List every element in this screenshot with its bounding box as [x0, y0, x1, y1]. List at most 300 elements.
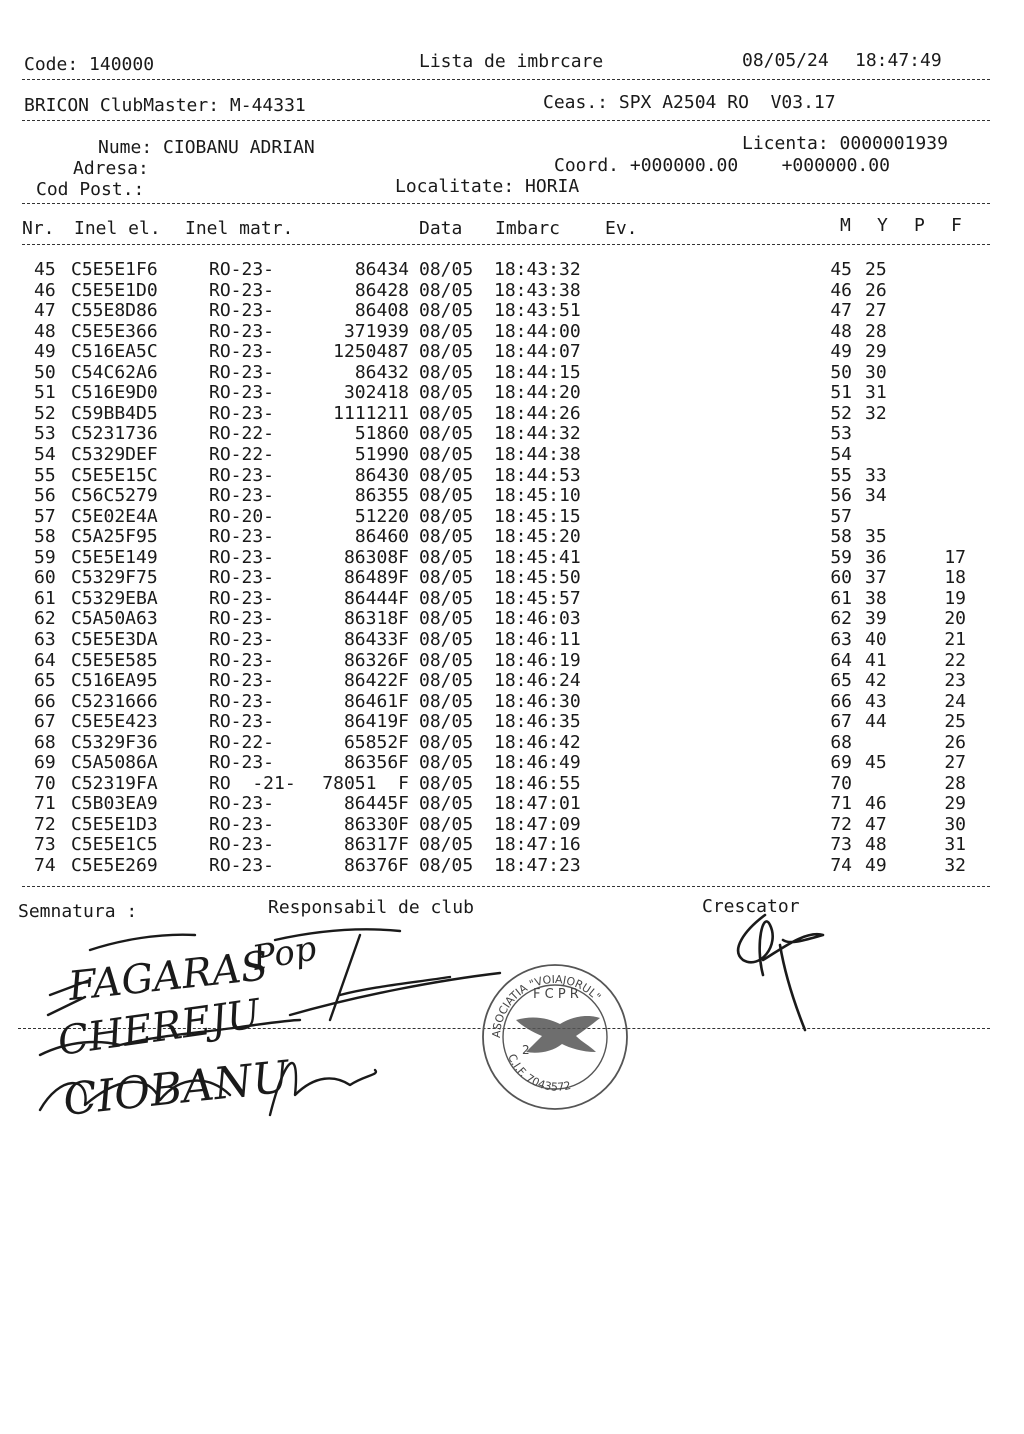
basket-time: 18:46:24	[494, 670, 581, 691]
y-value: 33	[865, 464, 887, 486]
code-label: Code: 140000	[24, 54, 155, 75]
table-row	[0, 466, 1000, 487]
table-row	[0, 753, 1000, 774]
ring-number: 51990	[354, 444, 409, 465]
m-value: 59	[830, 546, 852, 568]
table-row	[0, 548, 1000, 569]
ring-country: RO-23-	[209, 259, 275, 280]
y-value: 36	[865, 546, 887, 568]
electronic-ring: C5A5086A	[71, 752, 158, 774]
stamp-ring-text: ASOCIATIA "VOIAJORUL"	[489, 972, 604, 1039]
row-number: 50	[34, 361, 56, 383]
fancier-name: Nume: CIOBANU ADRIAN	[98, 137, 315, 158]
table-row	[0, 404, 1000, 425]
signature-label: Semnatura :	[18, 901, 138, 922]
stamp-letters: F C P R	[533, 987, 579, 1002]
col-p: P	[914, 215, 925, 236]
basket-date: 08/05	[419, 402, 474, 424]
basket-date: 08/05	[419, 711, 474, 733]
basket-date: 08/05	[419, 279, 474, 301]
electronic-ring: C59BB4D5	[71, 402, 158, 424]
basket-time: 18:46:11	[494, 628, 581, 650]
f-value: 24	[944, 690, 966, 712]
system-label: BRICON ClubMaster: M-44331	[24, 95, 306, 116]
basket-date: 08/05	[419, 670, 474, 691]
ring-country: RO-23-	[209, 711, 275, 733]
divider	[22, 886, 990, 887]
m-value: 46	[830, 279, 852, 301]
table-row	[0, 507, 1000, 528]
row-number: 51	[34, 382, 56, 404]
ring-number: 86444F	[343, 587, 409, 609]
electronic-ring: C52319FA	[71, 772, 158, 794]
m-value: 62	[830, 608, 852, 630]
ring-number: 86445F	[343, 793, 409, 815]
electronic-ring: C54C62A6	[71, 361, 158, 383]
basket-time: 18:46:42	[494, 731, 581, 753]
electronic-ring: C5231736	[71, 423, 158, 445]
col-inel-el: Inel el.	[74, 218, 161, 239]
ring-number: 86434	[354, 259, 409, 280]
basket-date: 08/05	[419, 772, 474, 794]
basket-time: 18:43:32	[494, 259, 581, 280]
m-value: 66	[830, 690, 852, 712]
basket-time: 18:47:23	[494, 855, 581, 876]
stamp-cif: C.I.F. 7043572	[505, 1051, 573, 1094]
basket-time: 18:46:19	[494, 649, 581, 671]
table-row	[0, 424, 1000, 445]
ring-number: 86376F	[343, 855, 409, 876]
table-row	[0, 651, 1000, 672]
basket-time: 18:45:41	[494, 546, 581, 568]
col-m: M	[840, 215, 851, 236]
col-y: Y	[877, 215, 888, 236]
ring-country: RO-23-	[209, 608, 275, 630]
m-value: 69	[830, 752, 852, 774]
table-row	[0, 301, 1000, 322]
ring-country: RO-23-	[209, 402, 275, 424]
col-nr: Nr.	[22, 218, 55, 239]
ring-number: 86432	[354, 361, 409, 383]
ring-country: RO-23-	[209, 300, 275, 322]
ring-country: RO-23-	[209, 382, 275, 404]
ring-number: 86460	[354, 526, 409, 548]
row-number: 57	[34, 505, 56, 527]
row-number: 59	[34, 546, 56, 568]
row-number: 74	[34, 855, 56, 876]
ring-number: 86326F	[343, 649, 409, 671]
ring-number: 86422F	[343, 670, 409, 691]
signature-cherejul: CHEREJU	[54, 990, 264, 1065]
col-data: Data	[419, 218, 463, 239]
m-value: 54	[830, 444, 852, 465]
basket-date: 08/05	[419, 834, 474, 856]
f-value: 31	[944, 834, 966, 856]
col-imbarc: Imbarc	[495, 218, 561, 239]
m-value: 67	[830, 711, 852, 733]
row-number: 55	[34, 464, 56, 486]
table-row	[0, 856, 1000, 877]
y-value: 47	[865, 813, 887, 835]
electronic-ring: C5E5E1D0	[71, 279, 158, 301]
club-responsible-label: Responsabil de club	[268, 897, 474, 918]
table-row	[0, 322, 1000, 343]
m-value: 70	[830, 772, 852, 794]
ring-country: RO-23-	[209, 526, 275, 548]
table-row	[0, 712, 1000, 733]
row-number: 53	[34, 423, 56, 445]
electronic-ring: C5E5E1C5	[71, 834, 158, 856]
electronic-ring: C56C5279	[71, 485, 158, 507]
ring-number: 86428	[354, 279, 409, 301]
ring-country: RO-23-	[209, 361, 275, 383]
row-number: 54	[34, 444, 56, 465]
m-value: 60	[830, 567, 852, 589]
m-value: 45	[830, 259, 852, 280]
print-date: 08/05/24	[742, 50, 829, 71]
basket-date: 08/05	[419, 813, 474, 835]
table-row	[0, 486, 1000, 507]
table-row	[0, 342, 1000, 363]
divider	[22, 244, 990, 245]
basket-date: 08/05	[419, 690, 474, 712]
basket-time: 18:44:07	[494, 341, 581, 363]
electronic-ring: C5231666	[71, 690, 158, 712]
print-time: 18:47:49	[855, 50, 942, 71]
table-row	[0, 527, 1000, 548]
electronic-ring: C516EA95	[71, 670, 158, 691]
ring-country: RO-23-	[209, 587, 275, 609]
basket-time: 18:47:09	[494, 813, 581, 835]
basket-date: 08/05	[419, 505, 474, 527]
y-value: 25	[865, 259, 887, 280]
row-number: 65	[34, 670, 56, 691]
row-number: 68	[34, 731, 56, 753]
y-value: 39	[865, 608, 887, 630]
basket-date: 08/05	[419, 320, 474, 342]
svg-text:C.I.F. 7043572	[505, 1052, 572, 1094]
y-value: 44	[865, 711, 887, 733]
y-value: 31	[865, 382, 887, 404]
ring-country: RO -21-	[209, 772, 296, 794]
association-stamp	[478, 960, 633, 1110]
basket-time: 18:45:10	[494, 485, 581, 507]
coordinates: Coord. +000000.00 +000000.00	[554, 155, 890, 176]
m-value: 74	[830, 855, 852, 876]
svg-text:Pop: Pop	[249, 928, 320, 979]
row-number: 70	[34, 772, 56, 794]
table-row	[0, 281, 1000, 302]
table-row	[0, 568, 1000, 589]
m-value: 61	[830, 587, 852, 609]
electronic-ring: C5E5E1D3	[71, 813, 158, 835]
row-number: 66	[34, 690, 56, 712]
ring-number: 51860	[354, 423, 409, 445]
electronic-ring: C5E5E149	[71, 546, 158, 568]
basket-time: 18:46:49	[494, 752, 581, 774]
basket-date: 08/05	[419, 485, 474, 507]
ring-country: RO-23-	[209, 567, 275, 589]
basket-time: 18:44:53	[494, 464, 581, 486]
basket-date: 08/05	[419, 793, 474, 815]
ring-number: 1250487	[333, 341, 409, 363]
f-value: 28	[944, 772, 966, 794]
basket-date: 08/05	[419, 731, 474, 753]
ring-number: 86408	[354, 300, 409, 322]
electronic-ring: C5E5E585	[71, 649, 158, 671]
table-row	[0, 383, 1000, 404]
row-number: 45	[34, 259, 56, 280]
f-value: 17	[944, 546, 966, 568]
electronic-ring: C5E5E15C	[71, 464, 158, 486]
ring-country: RO-20-	[209, 505, 275, 527]
electronic-ring: C5E5E423	[71, 711, 158, 733]
basket-time: 18:46:30	[494, 690, 581, 712]
row-number: 71	[34, 793, 56, 815]
electronic-ring: C5A50A63	[71, 608, 158, 630]
m-value: 48	[830, 320, 852, 342]
ring-country: RO-23-	[209, 855, 275, 876]
electronic-ring: C516E9D0	[71, 382, 158, 404]
basket-time: 18:46:35	[494, 711, 581, 733]
basket-time: 18:44:38	[494, 444, 581, 465]
basket-date: 08/05	[419, 341, 474, 363]
ring-number: 86355	[354, 485, 409, 507]
signature-fagaras: FAGARAS	[66, 943, 271, 1010]
basket-time: 18:46:03	[494, 608, 581, 630]
f-value: 19	[944, 587, 966, 609]
f-value: 32	[944, 855, 966, 876]
electronic-ring: C5329DEF	[71, 444, 158, 465]
basket-time: 18:44:32	[494, 423, 581, 445]
y-value: 41	[865, 649, 887, 671]
m-value: 73	[830, 834, 852, 856]
ring-number: 51220	[354, 505, 409, 527]
ring-country: RO-23-	[209, 464, 275, 486]
table-row	[0, 774, 1000, 795]
ring-country: RO-23-	[209, 793, 275, 815]
basket-time: 18:44:00	[494, 320, 581, 342]
ring-number: 86430	[354, 464, 409, 486]
row-number: 58	[34, 526, 56, 548]
f-value: 29	[944, 793, 966, 815]
ring-country: RO-23-	[209, 649, 275, 671]
y-value: 46	[865, 793, 887, 815]
divider	[22, 203, 990, 204]
table-row	[0, 835, 1000, 856]
basket-date: 08/05	[419, 587, 474, 609]
row-number: 46	[34, 279, 56, 301]
basket-time: 18:44:26	[494, 402, 581, 424]
m-value: 47	[830, 300, 852, 322]
basket-date: 08/05	[419, 382, 474, 404]
basket-date: 08/05	[419, 546, 474, 568]
table-row	[0, 260, 1000, 281]
ring-country: RO-23-	[209, 279, 275, 301]
basket-time: 18:45:57	[494, 587, 581, 609]
ring-country: RO-23-	[209, 813, 275, 835]
table-row	[0, 609, 1000, 630]
row-number: 73	[34, 834, 56, 856]
y-value: 40	[865, 628, 887, 650]
ring-country: RO-23-	[209, 546, 275, 568]
f-value: 20	[944, 608, 966, 630]
basket-time: 18:44:20	[494, 382, 581, 404]
row-number: 61	[34, 587, 56, 609]
f-value: 26	[944, 731, 966, 753]
divider	[22, 120, 990, 121]
locality: Localitate: HORIA	[395, 176, 580, 197]
ring-country: RO-23-	[209, 670, 275, 691]
m-value: 65	[830, 670, 852, 691]
license-number: Licenta: 0000001939	[742, 133, 948, 154]
basket-time: 18:47:16	[494, 834, 581, 856]
m-value: 51	[830, 382, 852, 404]
table-row	[0, 445, 1000, 466]
m-value: 49	[830, 341, 852, 363]
basket-date: 08/05	[419, 259, 474, 280]
ring-number: 302418	[343, 382, 409, 404]
electronic-ring: C5329EBA	[71, 587, 158, 609]
m-value: 50	[830, 361, 852, 383]
ring-number: 78051 F	[322, 772, 409, 794]
handwritten-signatures	[30, 925, 510, 1135]
document-title: Lista de imbrcare	[419, 51, 604, 72]
m-value: 68	[830, 731, 852, 753]
table-row	[0, 733, 1000, 754]
y-value: 28	[865, 320, 887, 342]
basket-time: 18:46:55	[494, 772, 581, 794]
y-value: 30	[865, 361, 887, 383]
electronic-ring: C5329F36	[71, 731, 158, 753]
breeder-signature	[725, 905, 835, 1045]
col-f: F	[951, 215, 962, 236]
row-number: 60	[34, 567, 56, 589]
basket-date: 08/05	[419, 649, 474, 671]
electronic-ring: C5E02E4A	[71, 505, 158, 527]
ring-country: RO-22-	[209, 731, 275, 753]
y-value: 29	[865, 341, 887, 363]
f-value: 27	[944, 752, 966, 774]
col-inel-matr: Inel matr.	[185, 218, 294, 239]
f-value: 18	[944, 567, 966, 589]
table-row	[0, 692, 1000, 713]
electronic-ring: C5E5E1F6	[71, 259, 158, 280]
m-value: 63	[830, 628, 852, 650]
electronic-ring: C5E5E3DA	[71, 628, 158, 650]
basket-time: 18:43:51	[494, 300, 581, 322]
basket-date: 08/05	[419, 567, 474, 589]
ring-number: 65852F	[343, 731, 409, 753]
ring-country: RO-23-	[209, 628, 275, 650]
ring-number: 86308F	[343, 546, 409, 568]
f-value: 22	[944, 649, 966, 671]
table-row	[0, 363, 1000, 384]
ring-number: 86419F	[343, 711, 409, 733]
f-value: 23	[944, 670, 966, 691]
basket-time: 18:45:20	[494, 526, 581, 548]
ring-number: 86489F	[343, 567, 409, 589]
row-number: 69	[34, 752, 56, 774]
address-label: Adresa:	[73, 158, 149, 179]
y-value: 34	[865, 485, 887, 507]
ring-number: 371939	[343, 320, 409, 342]
electronic-ring: C5A25F95	[71, 526, 158, 548]
row-number: 72	[34, 813, 56, 835]
ring-number: 86461F	[343, 690, 409, 712]
ring-number: 86330F	[343, 813, 409, 835]
basket-date: 08/05	[419, 608, 474, 630]
m-value: 64	[830, 649, 852, 671]
m-value: 53	[830, 423, 852, 445]
table-row	[0, 671, 1000, 692]
y-value: 48	[865, 834, 887, 856]
row-number: 64	[34, 649, 56, 671]
f-value: 30	[944, 813, 966, 835]
y-value: 26	[865, 279, 887, 301]
ring-number: 1111211	[333, 402, 409, 424]
m-value: 72	[830, 813, 852, 835]
f-value: 25	[944, 711, 966, 733]
row-number: 48	[34, 320, 56, 342]
basket-date: 08/05	[419, 526, 474, 548]
row-number: 62	[34, 608, 56, 630]
basket-time: 18:45:50	[494, 567, 581, 589]
m-value: 56	[830, 485, 852, 507]
breeder-label: Crescator	[702, 896, 800, 917]
m-value: 71	[830, 793, 852, 815]
m-value: 58	[830, 526, 852, 548]
clock-label: Ceas.: SPX A2504 RO V03.17	[543, 92, 836, 113]
row-number: 47	[34, 300, 56, 322]
table-row	[0, 630, 1000, 651]
ring-number: 86318F	[343, 608, 409, 630]
ring-country: RO-23-	[209, 752, 275, 774]
m-value: 52	[830, 402, 852, 424]
ring-country: RO-23-	[209, 341, 275, 363]
basket-date: 08/05	[419, 855, 474, 876]
ring-country: RO-23-	[209, 320, 275, 342]
y-value: 38	[865, 587, 887, 609]
y-value: 49	[865, 855, 887, 876]
ring-country: RO-23-	[209, 690, 275, 712]
divider	[22, 79, 990, 80]
basket-date: 08/05	[419, 423, 474, 445]
electronic-ring: C5B03EA9	[71, 793, 158, 815]
signature-ciobanu: CIOBANU	[60, 1051, 292, 1126]
stamp-number: 2	[522, 1043, 530, 1057]
ring-number: 86433F	[343, 628, 409, 650]
electronic-ring: C5E5E269	[71, 855, 158, 876]
row-number: 56	[34, 485, 56, 507]
electronic-ring: C55E8D86	[71, 300, 158, 322]
postal-code-label: Cod Post.:	[36, 179, 145, 200]
electronic-ring: C5E5E366	[71, 320, 158, 342]
ring-country: RO-22-	[209, 423, 275, 445]
y-value: 45	[865, 752, 887, 774]
basket-time: 18:47:01	[494, 793, 581, 815]
row-number: 52	[34, 402, 56, 424]
y-value: 42	[865, 670, 887, 691]
basket-date: 08/05	[419, 464, 474, 486]
y-value: 35	[865, 526, 887, 548]
ring-country: RO-23-	[209, 485, 275, 507]
m-value: 57	[830, 505, 852, 527]
ring-number: 86356F	[343, 752, 409, 774]
table-row	[0, 794, 1000, 815]
y-value: 37	[865, 567, 887, 589]
ring-number: 86317F	[343, 834, 409, 856]
